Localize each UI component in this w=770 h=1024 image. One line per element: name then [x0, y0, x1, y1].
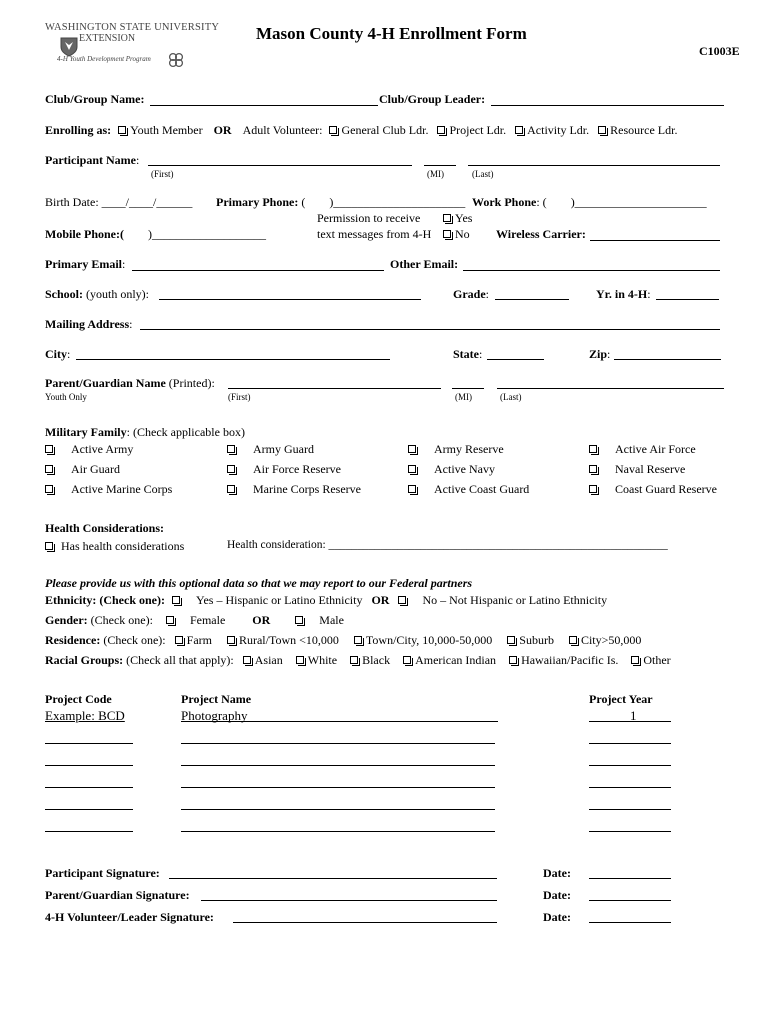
project-ldr-checkbox[interactable] [437, 126, 445, 134]
primary-email-field[interactable] [132, 270, 384, 271]
project-code-field-1[interactable] [45, 743, 133, 744]
text-yes-checkbox[interactable] [443, 214, 451, 222]
marine-corps-reserve-label: Marine Corps Reserve [253, 482, 361, 496]
active-army-label: Active Army [71, 442, 134, 456]
activity-ldr-label: Activity Ldr. [527, 123, 590, 137]
air-guard-checkbox[interactable] [45, 465, 53, 473]
zip-field[interactable] [614, 359, 721, 360]
military-family-sub: : (Check applicable box) [126, 425, 245, 439]
other-race-checkbox[interactable] [631, 656, 639, 664]
participant-first-caption: (First) [151, 169, 174, 179]
youth-only-caption: Youth Only [45, 392, 87, 402]
ethnicity-sub: (Check one) [99, 593, 162, 607]
work-phone-row [472, 195, 707, 210]
volunteer-date-label: Date: [543, 910, 571, 924]
gender-or: OR [252, 613, 271, 627]
project-name-field-4[interactable] [181, 809, 495, 810]
example-project-code: Example: BCD [45, 708, 125, 723]
health-consideration-field[interactable]: Health consideration: ___________________________________________________________ [227, 539, 668, 551]
mobile-phone-label: Mobile Phone:( [45, 227, 124, 241]
participant-first-field[interactable] [148, 165, 412, 166]
wireless-carrier-field[interactable] [590, 240, 720, 241]
primary-phone-row [216, 195, 465, 210]
project-code-field-5[interactable] [45, 831, 133, 832]
army-reserve-label: Army Reserve [434, 442, 504, 456]
town-city-checkbox[interactable] [354, 636, 362, 644]
participant-signature-label: Participant Signature: [45, 866, 160, 880]
ethnicity-yes-checkbox[interactable] [172, 596, 180, 604]
participant-colon: : [135, 153, 140, 167]
project-name-field-5[interactable] [181, 831, 495, 832]
primary-phone-open: ( [301, 195, 306, 209]
club-name-field[interactable] [150, 105, 378, 106]
project-name-header: Project Name [181, 692, 252, 706]
logo-program: 4-H Youth Development Program [57, 55, 151, 63]
active-marine-corps-label: Active Marine Corps [71, 482, 173, 496]
text-yes-label: Yes [455, 211, 473, 225]
guardian-last-field[interactable] [497, 388, 724, 389]
project-year-field-1[interactable] [589, 743, 671, 744]
optional-data-note: Please provide us with this optional data so that we may report to our Federal partners [45, 576, 473, 590]
rural-town-label: Rural/Town <10,000 [238, 633, 339, 647]
farm-label: Farm [186, 633, 212, 647]
guardian-date-label: Date: [543, 888, 571, 902]
text-no-label: No [455, 227, 470, 241]
state-label: State [453, 347, 479, 361]
ethnicity-no-label: No – Not Hispanic or Latino Ethnicity [422, 593, 608, 607]
form-title: Mason County 4-H Enrollment Form [256, 24, 527, 43]
wsu-extension-logo [45, 22, 220, 70]
has-health-considerations-label: Has health considerations [61, 539, 185, 553]
other-email-field[interactable] [463, 270, 720, 271]
asian-label: Asian [254, 653, 283, 667]
guardian-signature-field[interactable] [201, 900, 497, 901]
active-coast-guard-label: Active Coast Guard [434, 482, 530, 496]
guardian-mi-field[interactable] [452, 388, 484, 389]
asian-checkbox[interactable] [243, 656, 251, 664]
other-race-label: Other [643, 653, 671, 667]
gender-label: Gender: [45, 613, 88, 627]
american-indian-label: American Indian [415, 653, 497, 667]
club-name-label: Club/Group Name: [45, 92, 145, 106]
wireless-carrier-label: Wireless Carrier: [496, 227, 586, 241]
other-email-label: Other Email: [390, 257, 459, 271]
general-club-ldr-label: General Club Ldr. [341, 123, 429, 137]
male-label: Male [319, 613, 344, 627]
project-year-field-4[interactable] [589, 809, 671, 810]
enrolling-label: Enrolling as: [45, 123, 112, 137]
participant-last-field[interactable] [468, 165, 720, 166]
club-leader-field[interactable] [491, 105, 724, 106]
city-50000-label: City>50,000 [580, 633, 642, 647]
participant-last-caption: (Last) [472, 169, 494, 179]
mobile-phone-row [45, 227, 266, 242]
guardian-first-field[interactable] [228, 388, 441, 389]
grade-field[interactable] [495, 299, 569, 300]
ethnicity-or: OR [371, 593, 390, 607]
project-code-field-4[interactable] [45, 809, 133, 810]
military-family-label: Military Family [45, 425, 127, 439]
form-code: C1003E [699, 44, 740, 58]
naval-reserve-checkbox[interactable] [589, 465, 597, 473]
white-label: White [307, 653, 338, 667]
active-navy-label: Active Navy [434, 462, 495, 476]
example-project-year: 1 [630, 708, 637, 723]
air-force-reserve-label: Air Force Reserve [253, 462, 341, 476]
active-air-force-label: Active Air Force [615, 442, 696, 456]
school-label: School: [45, 287, 84, 301]
school-field[interactable] [159, 299, 421, 300]
general-club-ldr-checkbox[interactable] [329, 126, 337, 134]
white-checkbox[interactable] [296, 656, 304, 664]
permission-label: Permission to receive [317, 211, 421, 225]
activity-ldr-checkbox[interactable] [515, 126, 523, 134]
enrolling-row [45, 123, 677, 138]
primary-phone-field[interactable]: )______________________ [329, 195, 466, 209]
youth-member-label: Youth Member [130, 123, 203, 137]
city-field[interactable] [76, 359, 390, 360]
male-checkbox[interactable] [295, 616, 303, 624]
guardian-date-field[interactable] [589, 900, 671, 901]
has-health-considerations-checkbox[interactable] [45, 542, 53, 550]
ethnicity-yes-label: Yes – Hispanic or Latino Ethnicity [196, 593, 363, 607]
resource-ldr-checkbox[interactable] [598, 126, 606, 134]
year-in-4h-label: Yr. in 4-H [596, 287, 648, 301]
active-marine-corps-checkbox[interactable] [45, 485, 53, 493]
club-leader-label: Club/Group Leader: [379, 92, 486, 106]
guardian-mi-caption: (MI) [455, 392, 472, 402]
racial-groups-label: Racial Groups: [45, 653, 124, 667]
marine-corps-reserve-checkbox[interactable] [227, 485, 235, 493]
naval-reserve-label: Naval Reserve [615, 462, 686, 476]
active-navy-checkbox[interactable] [408, 465, 416, 473]
coast-guard-reserve-label: Coast Guard Reserve [615, 482, 717, 496]
guardian-printed: (Printed): [168, 376, 215, 390]
logo-extension: EXTENSION [79, 33, 136, 44]
black-label: Black [362, 653, 391, 667]
logo-university: WASHINGTON STATE UNIVERSITY [45, 22, 220, 33]
residence-sub: (Check one): [103, 633, 166, 647]
army-reserve-checkbox[interactable] [408, 445, 416, 453]
project-name-field-3[interactable] [181, 787, 495, 788]
black-checkbox[interactable] [350, 656, 358, 664]
hawaiian-pacific-label: Hawaiian/Pacific Is. [521, 653, 619, 667]
mailing-address-label: Mailing Address [45, 317, 130, 331]
guardian-signature-label: Parent/Guardian Signature: [45, 888, 190, 902]
resource-ldr-label: Resource Ldr. [610, 123, 678, 137]
ethnicity-label: Ethnicity: [45, 593, 97, 607]
wsu-shield-icon [61, 38, 77, 56]
suburb-checkbox[interactable] [507, 636, 515, 644]
project-code-field-2[interactable] [45, 765, 133, 766]
example-project-name: Photography [181, 708, 248, 723]
city-label: City [45, 347, 67, 361]
air-force-reserve-checkbox[interactable] [227, 465, 235, 473]
rural-town-checkbox[interactable] [227, 636, 235, 644]
primary-email-label: Primary Email [45, 257, 122, 271]
project-code-header: Project Code [45, 692, 112, 706]
work-phone-field[interactable]: )______________________ [570, 195, 707, 209]
female-label: Female [189, 613, 226, 627]
hawaiian-pacific-checkbox[interactable] [509, 656, 517, 664]
example-project-year-line [589, 721, 671, 722]
residence-row [45, 633, 641, 648]
project-ldr-label: Project Ldr. [449, 123, 507, 137]
project-year-field-2[interactable] [589, 765, 671, 766]
primary-phone-label: Primary Phone: [216, 195, 299, 209]
guardian-first-caption: (First) [228, 392, 251, 402]
birth-date-field[interactable]: Birth Date: ____/____/______ [45, 195, 193, 209]
year-in-4h-field[interactable] [656, 299, 719, 300]
adult-volunteer-label: Adult Volunteer: [242, 123, 323, 137]
project-name-field-2[interactable] [181, 765, 495, 766]
air-guard-label: Air Guard [71, 462, 120, 476]
guardian-name-label: Parent/Guardian Name [45, 376, 166, 390]
project-code-field-3[interactable] [45, 787, 133, 788]
suburb-label: Suburb [519, 633, 554, 647]
participant-name-label: Participant Name [45, 153, 136, 167]
participant-mi-caption: (MI) [427, 169, 444, 179]
participant-date-field[interactable] [589, 878, 671, 879]
american-indian-checkbox[interactable] [403, 656, 411, 664]
army-guard-label: Army Guard [253, 442, 314, 456]
state-field[interactable] [487, 359, 544, 360]
town-city-label: Town/City, 10,000-50,000 [365, 633, 493, 647]
ethnicity-no-checkbox[interactable] [398, 596, 406, 604]
active-army-checkbox[interactable] [45, 445, 53, 453]
active-air-force-checkbox[interactable] [589, 445, 597, 453]
work-phone-open: : ( [536, 195, 547, 209]
ethnicity-row: Ethnicity: (Check one): Yes – Hispanic or Latino Ethnicity OR No – Not Hispanic or Latino Ethnicity [45, 593, 608, 607]
or-label: OR [213, 123, 232, 137]
school-sub: (youth only): [86, 287, 150, 301]
text-no-checkbox[interactable] [443, 230, 451, 238]
project-year-field-5[interactable] [589, 831, 671, 832]
example-project-name-line [181, 721, 498, 722]
participant-signature-field[interactable] [169, 878, 497, 879]
participant-date-label: Date: [543, 866, 571, 880]
gender-row [45, 613, 344, 628]
zip-label: Zip [589, 347, 608, 361]
farm-checkbox[interactable] [175, 636, 183, 644]
gender-sub: (Check one): [90, 613, 153, 627]
project-name-field-1[interactable] [181, 743, 495, 744]
work-phone-label: Work Phone [472, 195, 537, 209]
clover-icon [170, 54, 183, 67]
project-year-field-3[interactable] [589, 787, 671, 788]
racial-groups-sub: (Check all that apply): [126, 653, 234, 667]
mailing-address-field[interactable] [140, 329, 720, 330]
volunteer-date-field[interactable] [589, 922, 671, 923]
text-messages-label: text messages from 4-H [317, 227, 432, 241]
residence-label: Residence: [45, 633, 101, 647]
grade-label: Grade [453, 287, 486, 301]
participant-mi-field[interactable] [424, 165, 456, 166]
participant-name-label-wrap [45, 153, 139, 168]
active-coast-guard-checkbox[interactable] [408, 485, 416, 493]
volunteer-signature-label: 4-H Volunteer/Leader Signature: [45, 910, 214, 924]
racial-groups-row [45, 653, 671, 668]
guardian-last-caption: (Last) [500, 392, 522, 402]
volunteer-signature-field[interactable] [233, 922, 497, 923]
project-year-header: Project Year [589, 692, 653, 706]
coast-guard-reserve-checkbox[interactable] [589, 485, 597, 493]
mobile-phone-field[interactable]: )___________________ [148, 227, 266, 241]
health-considerations-label: Health Considerations: [45, 521, 165, 535]
city-50000-checkbox[interactable] [569, 636, 577, 644]
youth-member-checkbox[interactable] [118, 126, 126, 134]
army-guard-checkbox[interactable] [227, 445, 235, 453]
female-checkbox[interactable] [166, 616, 174, 624]
